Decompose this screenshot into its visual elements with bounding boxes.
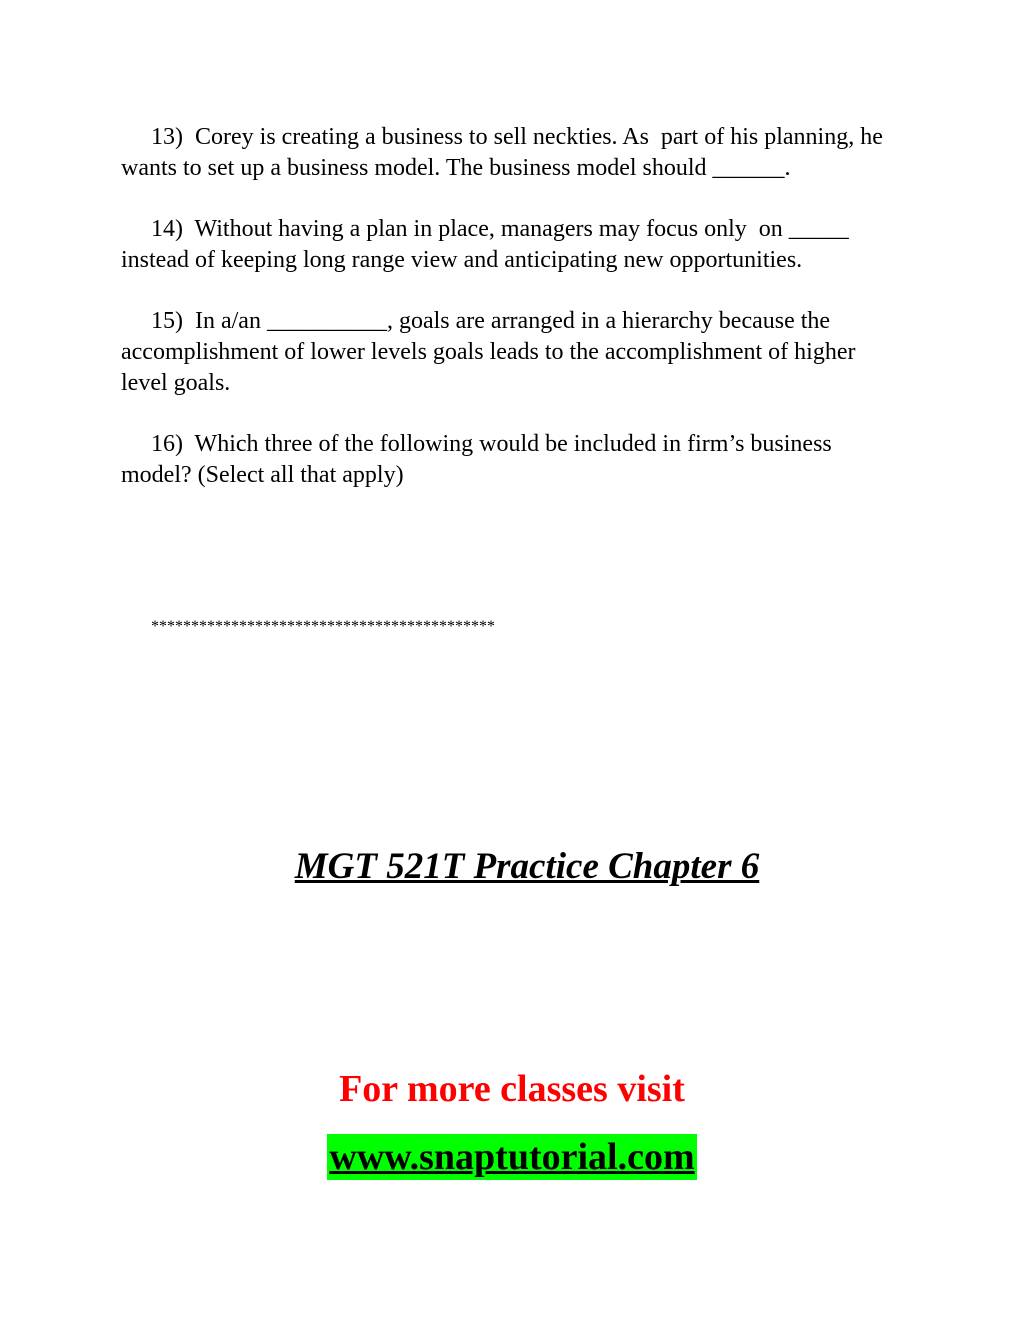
asterisk-separator: ******************************************* [151, 618, 495, 635]
link-container [0, 1134, 1024, 1180]
promo-text: For more classes visit [339, 1068, 685, 1110]
question-13: 13) Corey is creating a business to sell neckties. As part of his planning, he wants to set up a business model. The business model should ______. [121, 124, 889, 181]
question-list [121, 122, 891, 521]
website-link[interactable]: www.snaptutorial.com [329, 1136, 695, 1178]
chapter-title: MGT 521T Practice Chapter 6 [294, 846, 760, 887]
question-16: 16) Which three of the following would be included in firm’s business model? (Select all that apply) [121, 431, 838, 488]
question-14: 14) Without having a plan in place, managers may focus only on _____ instead of keeping long range view and anticipating new opportunities. [121, 216, 855, 273]
question-15: 15) In a/an __________, goals are arranged in a hierarchy because the accomplishment of lower levels goals leads to the accomplishment of higher level goals. [121, 308, 862, 396]
